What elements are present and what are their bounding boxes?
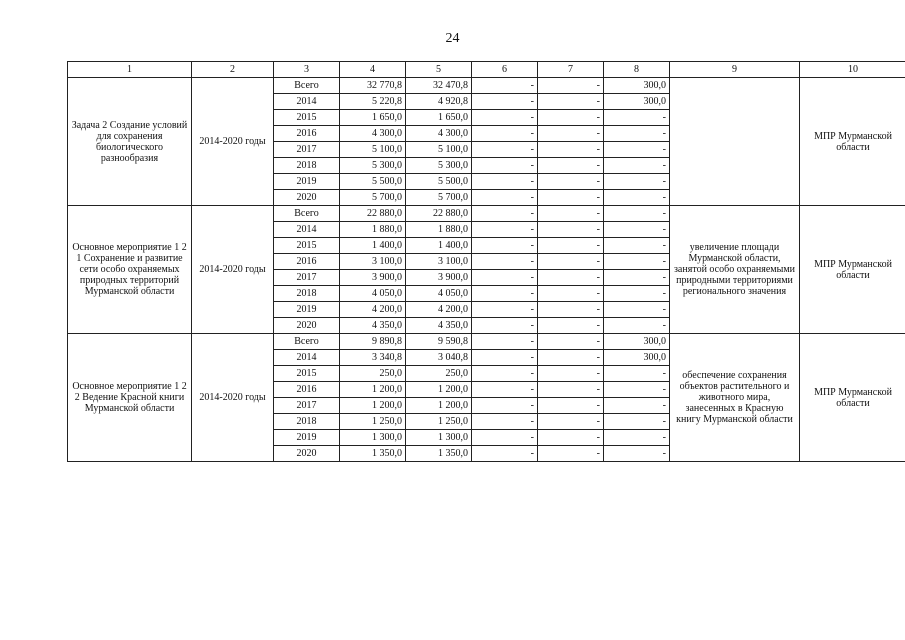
year-cell: 2017 bbox=[274, 142, 340, 158]
total-cell: 22 880,0 bbox=[340, 206, 406, 222]
total-cell: 250,0 bbox=[340, 366, 406, 382]
col8-cell: - bbox=[604, 206, 670, 222]
year-cell: 2016 bbox=[274, 254, 340, 270]
regional-budget-cell: 4 920,8 bbox=[406, 94, 472, 110]
col7-cell: - bbox=[538, 142, 604, 158]
col6-cell: - bbox=[472, 366, 538, 382]
regional-budget-cell: 5 100,0 bbox=[406, 142, 472, 158]
col6-cell: - bbox=[472, 94, 538, 110]
table-row bbox=[68, 334, 905, 350]
total-cell: 5 220,8 bbox=[340, 94, 406, 110]
regional-budget-cell: 5 500,0 bbox=[406, 174, 472, 190]
col8-cell: - bbox=[604, 222, 670, 238]
col6-cell: - bbox=[472, 414, 538, 430]
col7-cell: - bbox=[538, 222, 604, 238]
col8-cell: - bbox=[604, 398, 670, 414]
col7-cell: - bbox=[538, 382, 604, 398]
col8-cell: - bbox=[604, 446, 670, 462]
header-row bbox=[68, 62, 905, 78]
total-cell: 4 200,0 bbox=[340, 302, 406, 318]
header-cell: 6 bbox=[472, 62, 538, 78]
regional-budget-cell: 1 200,0 bbox=[406, 398, 472, 414]
year-cell: 2016 bbox=[274, 382, 340, 398]
year-cell: 2019 bbox=[274, 430, 340, 446]
col8-cell: - bbox=[604, 126, 670, 142]
col6-cell: - bbox=[472, 302, 538, 318]
header-cell: 8 bbox=[604, 62, 670, 78]
year-cell: 2014 bbox=[274, 350, 340, 366]
col6-cell: - bbox=[472, 398, 538, 414]
year-cell: 2020 bbox=[274, 318, 340, 334]
table-row bbox=[68, 206, 905, 222]
total-cell: 5 700,0 bbox=[340, 190, 406, 206]
year-cell: 2014 bbox=[274, 222, 340, 238]
year-cell: 2014 bbox=[274, 94, 340, 110]
col6-cell: - bbox=[472, 126, 538, 142]
col8-cell: - bbox=[604, 174, 670, 190]
col7-cell: - bbox=[538, 446, 604, 462]
col8-cell: - bbox=[604, 254, 670, 270]
col6-cell: - bbox=[472, 158, 538, 174]
col8-cell: 300,0 bbox=[604, 350, 670, 366]
col8-cell: - bbox=[604, 414, 670, 430]
col6-cell: - bbox=[472, 142, 538, 158]
col6-cell: - bbox=[472, 174, 538, 190]
col6-cell: - bbox=[472, 318, 538, 334]
regional-budget-cell: 32 470,8 bbox=[406, 78, 472, 94]
col8-cell: - bbox=[604, 382, 670, 398]
total-cell: 1 650,0 bbox=[340, 110, 406, 126]
year-cell: Всего bbox=[274, 206, 340, 222]
total-cell: 5 500,0 bbox=[340, 174, 406, 190]
period-cell: 2014-2020 годы bbox=[192, 78, 274, 206]
total-cell: 3 900,0 bbox=[340, 270, 406, 286]
col7-cell: - bbox=[538, 286, 604, 302]
col8-cell: - bbox=[604, 190, 670, 206]
regional-budget-cell: 5 700,0 bbox=[406, 190, 472, 206]
year-cell: 2018 bbox=[274, 414, 340, 430]
year-cell: 2017 bbox=[274, 270, 340, 286]
regional-budget-cell: 4 050,0 bbox=[406, 286, 472, 302]
col8-cell: - bbox=[604, 302, 670, 318]
col7-cell: - bbox=[538, 398, 604, 414]
total-cell: 1 400,0 bbox=[340, 238, 406, 254]
col7-cell: - bbox=[538, 334, 604, 350]
regional-budget-cell: 3 100,0 bbox=[406, 254, 472, 270]
col7-cell: - bbox=[538, 430, 604, 446]
measure-name-cell: Задача 2 Создание условий для сохранения биологического разнообразия bbox=[68, 78, 192, 206]
year-cell: Всего bbox=[274, 78, 340, 94]
regional-budget-cell: 1 200,0 bbox=[406, 382, 472, 398]
col7-cell: - bbox=[538, 126, 604, 142]
regional-budget-cell: 4 350,0 bbox=[406, 318, 472, 334]
result-cell bbox=[670, 78, 800, 206]
col7-cell: - bbox=[538, 206, 604, 222]
header-cell: 9 bbox=[670, 62, 800, 78]
col6-cell: - bbox=[472, 430, 538, 446]
regional-budget-cell: 4 200,0 bbox=[406, 302, 472, 318]
total-cell: 1 250,0 bbox=[340, 414, 406, 430]
col8-cell: - bbox=[604, 142, 670, 158]
col6-cell: - bbox=[472, 238, 538, 254]
regional-budget-cell: 1 400,0 bbox=[406, 238, 472, 254]
total-cell: 1 350,0 bbox=[340, 446, 406, 462]
header-cell: 4 bbox=[340, 62, 406, 78]
col8-cell: - bbox=[604, 158, 670, 174]
col8-cell: - bbox=[604, 430, 670, 446]
col7-cell: - bbox=[538, 174, 604, 190]
regional-budget-cell: 4 300,0 bbox=[406, 126, 472, 142]
measure-name-cell: Основное мероприятие 1 2 2 Ведение Красной книги Мурманской области bbox=[68, 334, 192, 462]
regional-budget-cell: 3 040,8 bbox=[406, 350, 472, 366]
header-cell: 10 bbox=[800, 62, 905, 78]
regional-budget-cell: 1 650,0 bbox=[406, 110, 472, 126]
header-cell: 3 bbox=[274, 62, 340, 78]
regional-budget-cell: 3 900,0 bbox=[406, 270, 472, 286]
total-cell: 4 350,0 bbox=[340, 318, 406, 334]
col6-cell: - bbox=[472, 206, 538, 222]
total-cell: 1 200,0 bbox=[340, 382, 406, 398]
total-cell: 4 050,0 bbox=[340, 286, 406, 302]
executor-cell: МПР Мурманской области bbox=[800, 78, 905, 206]
total-cell: 5 300,0 bbox=[340, 158, 406, 174]
regional-budget-cell: 1 250,0 bbox=[406, 414, 472, 430]
year-cell: 2015 bbox=[274, 238, 340, 254]
regional-budget-cell: 22 880,0 bbox=[406, 206, 472, 222]
table-row bbox=[68, 78, 905, 94]
col7-cell: - bbox=[538, 158, 604, 174]
col8-cell: - bbox=[604, 238, 670, 254]
measure-name-cell: Основное мероприятие 1 2 1 Сохранение и развитие сети особо охраняемых природных территорий Мурманской области bbox=[68, 206, 192, 334]
col6-cell: - bbox=[472, 286, 538, 302]
period-cell: 2014-2020 годы bbox=[192, 334, 274, 462]
col6-cell: - bbox=[472, 270, 538, 286]
col7-cell: - bbox=[538, 350, 604, 366]
col7-cell: - bbox=[538, 238, 604, 254]
col6-cell: - bbox=[472, 254, 538, 270]
regional-budget-cell: 1 300,0 bbox=[406, 430, 472, 446]
col7-cell: - bbox=[538, 302, 604, 318]
header-cell: 5 bbox=[406, 62, 472, 78]
regional-budget-cell: 1 350,0 bbox=[406, 446, 472, 462]
total-cell: 1 880,0 bbox=[340, 222, 406, 238]
col7-cell: - bbox=[538, 254, 604, 270]
col7-cell: - bbox=[538, 414, 604, 430]
col6-cell: - bbox=[472, 78, 538, 94]
header-cell: 1 bbox=[68, 62, 192, 78]
col6-cell: - bbox=[472, 334, 538, 350]
header-cell: 2 bbox=[192, 62, 274, 78]
year-cell: 2015 bbox=[274, 366, 340, 382]
col6-cell: - bbox=[472, 110, 538, 126]
regional-budget-cell: 1 880,0 bbox=[406, 222, 472, 238]
col7-cell: - bbox=[538, 366, 604, 382]
col8-cell: - bbox=[604, 110, 670, 126]
total-cell: 1 200,0 bbox=[340, 398, 406, 414]
result-cell: обеспечение сохранения объектов растительного и животного мира, занесенных в Красную книгу Мурманской области bbox=[670, 334, 800, 462]
year-cell: 2020 bbox=[274, 446, 340, 462]
col8-cell: - bbox=[604, 270, 670, 286]
result-cell: увеличение площади Мурманской области, занятой особо охраняемыми природными территориями регионального значения bbox=[670, 206, 800, 334]
year-cell: 2019 bbox=[274, 302, 340, 318]
program-table bbox=[67, 61, 905, 462]
total-cell: 4 300,0 bbox=[340, 126, 406, 142]
col6-cell: - bbox=[472, 222, 538, 238]
col7-cell: - bbox=[538, 110, 604, 126]
regional-budget-cell: 250,0 bbox=[406, 366, 472, 382]
table-body bbox=[68, 62, 905, 462]
col7-cell: - bbox=[538, 190, 604, 206]
col7-cell: - bbox=[538, 318, 604, 334]
executor-cell: МПР Мурманской области bbox=[800, 206, 905, 334]
col7-cell: - bbox=[538, 270, 604, 286]
year-cell: 2017 bbox=[274, 398, 340, 414]
total-cell: 32 770,8 bbox=[340, 78, 406, 94]
total-cell: 1 300,0 bbox=[340, 430, 406, 446]
page-number: 24 bbox=[445, 31, 460, 46]
year-cell: 2016 bbox=[274, 126, 340, 142]
year-cell: 2018 bbox=[274, 286, 340, 302]
period-cell: 2014-2020 годы bbox=[192, 206, 274, 334]
col7-cell: - bbox=[538, 78, 604, 94]
col8-cell: 300,0 bbox=[604, 334, 670, 350]
year-cell: 2019 bbox=[274, 174, 340, 190]
year-cell: Всего bbox=[274, 334, 340, 350]
col8-cell: - bbox=[604, 366, 670, 382]
regional-budget-cell: 5 300,0 bbox=[406, 158, 472, 174]
header-cell: 7 bbox=[538, 62, 604, 78]
total-cell: 9 890,8 bbox=[340, 334, 406, 350]
col6-cell: - bbox=[472, 350, 538, 366]
col6-cell: - bbox=[472, 190, 538, 206]
col8-cell: - bbox=[604, 286, 670, 302]
col8-cell: 300,0 bbox=[604, 78, 670, 94]
regional-budget-cell: 9 590,8 bbox=[406, 334, 472, 350]
year-cell: 2018 bbox=[274, 158, 340, 174]
executor-cell: МПР Мурманской области bbox=[800, 334, 905, 462]
col6-cell: - bbox=[472, 382, 538, 398]
total-cell: 3 100,0 bbox=[340, 254, 406, 270]
col8-cell: 300,0 bbox=[604, 94, 670, 110]
col6-cell: - bbox=[472, 446, 538, 462]
col8-cell: - bbox=[604, 318, 670, 334]
year-cell: 2020 bbox=[274, 190, 340, 206]
total-cell: 3 340,8 bbox=[340, 350, 406, 366]
total-cell: 5 100,0 bbox=[340, 142, 406, 158]
year-cell: 2015 bbox=[274, 110, 340, 126]
col7-cell: - bbox=[538, 94, 604, 110]
